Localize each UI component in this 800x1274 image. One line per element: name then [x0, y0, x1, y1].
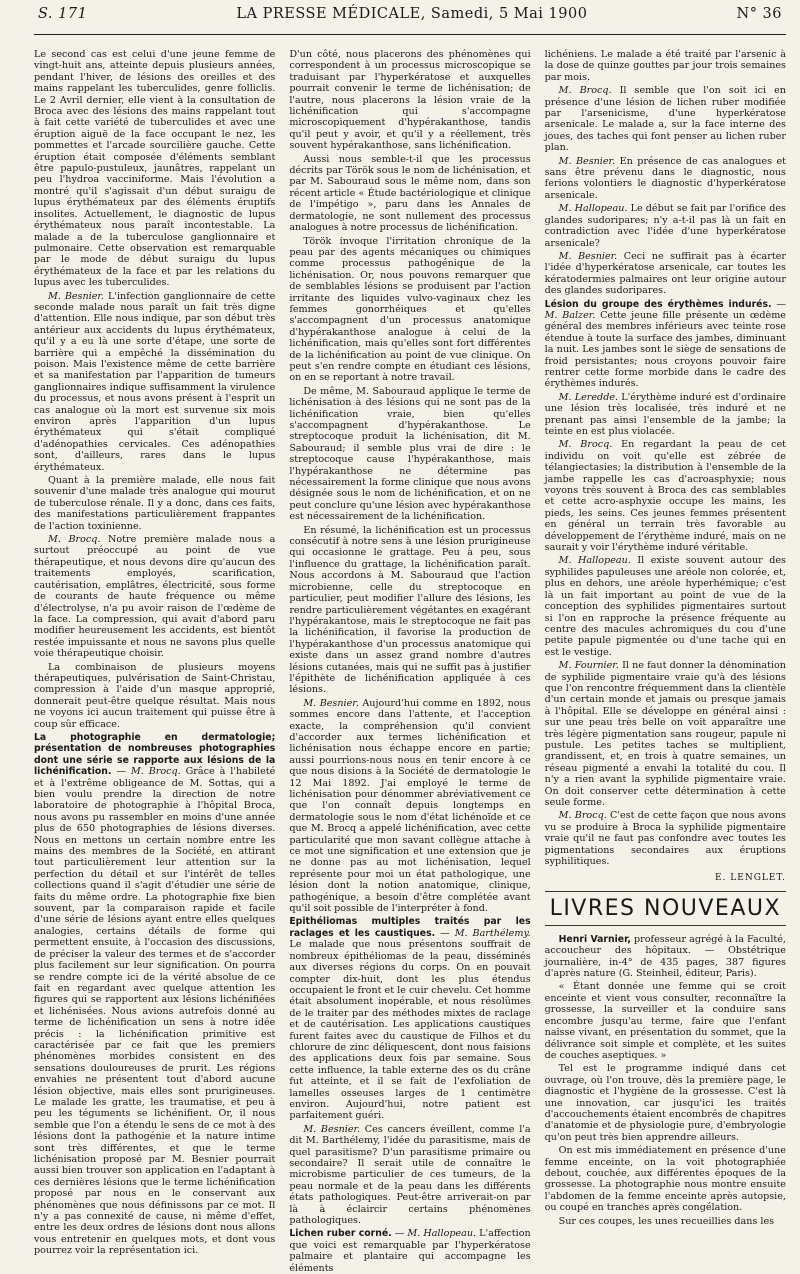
section-heading: Lésion du groupe des érythèmes indurés. — [544, 298, 772, 310]
paragraph-text: Le début se fait par l'orifice des glandes sudoripares; n'y a-t-il pas là un fait en contradiction avec l'idée d'une hyperkératose arsenicale? — [544, 203, 786, 249]
paragraph-text: Le malade que nous présentons souffrait de nombreux épithéliomas de la peau, disséminés aux diverses régions du corps. On en pouvait compter dix-huit, dont les plus étendus occupaient le front et le cuir chevelu. Cet homme était absolument inopérable, et nous résolûmes de le traiter par des méthodes mixtes de raclage et de cautérisation. Les applications caustiques furent faites avec du caustique de Filhos et du chlorure de zinc déliquescent, dont nous faisions des applications deux fois par semaine. Sous cette influence, la table externe des os du crâne fut atteinte, et il se fait de l'exfoliation de lamelles osseuses larges de 1 centimètre environ. Aujourd'hui, notre patient est parfaitement guéri. — [289, 939, 531, 1122]
paragraph-text: Grâce à l'habileté et à l'extrême obligeance de M. Sottas, qui a bien voulu prendre la direction de notre laboratoire de photographie à l'hôpital Broca, nous avons pu rassembler en moins d'une année plus de 650 photographies de lésions diverses. Nous en mettons un certain nombre entre les mains des membres de la Société, en attirant tout particulièrement leur attention sur la perfection du détail et sur l'intérêt de telles collections quand il s'agit d'étudier une série de faits du même ordre. La photographie fixe bien souvent, par la comparaison rapide et facile d'une série de lésions ayant entre elles quelques analogies, certains détails de forme qui permettent ensuite, à l'occasion des discussions, de préciser la valeur des termes et de s'accorder plus facilement sur leur signification. On pourra se rendre compte ici de la vérité absolue de ce fait en regardant avec quelque attention les figures qui se rapportent aux lésions lichénifiées et lichénisées. Nous avions autrefois donné au terme de lichénification un sens à notre idée précis : la lichénification primitive est caractérisée par ce fait que les premiers phénomènes morbides consistent en des sensations douloureuses de prurit. Les régions envahies ne présentent tout d'abord aucune lésion objective, mais elles sont prurigineuses. Le malade les gratte, les traumatise, et peu à peu les téguments se lichénifient. Or, il nous semble que l'on a étendu le sens de ce mot à des lésions dont la pathogénie et la nature intime sont très différentes, et que le terme lichénisation proposé par M. Besnier pourrait aussi bien trouver son application en l'adaptant à ces dernières lésions que le terme lichénification proposé par nous en le conservant aux phénomènes que nous définissons par ce mot. Il n'y a pas connexité de cause, ni même d'effet, entre les deux ordres de lésions dont nous allons vous entretenir en quelques mots, et dont vous pourrez voir la représentation ici. — [34, 766, 276, 1257]
speaker-name: — M. Brocq. — [111, 766, 181, 778]
paragraph-text: Il semble que l'on soit ici en présence d'une lésion de lichen ruber modifiée par l'arsenicisme, d'une hyperkératose arsenicale. Le malade a, sur la face interne des joues, des taches qui font penser au lichen ruber plan. — [544, 85, 786, 154]
paragraph-text: Notre première malade nous a surtout préoccupé au point de vue thérapeutique, et nous devons dire qu'aucun des traitements employés, scarification, cautérisation, emplâtres, électricité, sous forme de courants de haute fréquence ou même d'électrolyse, n'a pu avoir raison de l'œdème de la face. La compression, qui avait d'abord paru modifier heureusement les accidents, est bientôt restée impuissante et nous ne savons plus quelle voie thérapeutique choisir. — [34, 534, 276, 660]
paragraph-text: En regardant la peau de cet individu on voit qu'elle est zébrée de télangiectasies; la distribution à l'ensemble de la jambe rappelle les cas d'acroasphyxie; nous voyons très souvent à Broca des cas semblables et cette acro-asphyxie occupe les mains, les pieds, les seins. Ces jeunes femmes présentent en général un terrain très favorable au développement de l'érythème induré, mais on ne saurait y voir l'érythème induré véritable. — [544, 439, 786, 554]
speaker-name: M. Besnier. — [558, 250, 618, 262]
paragraph — [34, 475, 275, 532]
paragraph-text: C'est de cette façon que nous avons vu se produire à Broca la syphilide pigmentaire vraie qu'il ne faut pas confondre avec toutes les pigmentations secondaires aux éruptions syphilitiques. — [544, 810, 786, 868]
paragraph — [545, 156, 786, 202]
issue-number: N° 36 — [736, 6, 782, 22]
paragraph-text: « Étant donnée une femme qui se croit enceinte et vient vous consulter, reconnaître la grossesse, la surveiller et la conduire sans encombre jusqu'au terme, faire que l'enfant naisse vivant, en présentation du sommet, que la délivrance soit simple et complète, et les suites de couches aseptiques. » — [544, 981, 786, 1061]
paragraph-text: lichéniens. Le malade a été traité par l'arsenic à la dose de quinze gouttes par jour trois semaines par mois. — [544, 49, 786, 83]
paragraph-text: professeur agrégé à la Faculté, accoucheur des hôpitaux. — Obstétrique journalière, in-4° de 435 pages, 387 figures d'après nature (G. Steinheil, éditeur, Paris). — [544, 933, 786, 980]
paragraph-text: L'affection que voici est remarquable par l'hyperkératose palmaire et plantaire qui accompagne les éléments — [289, 1228, 531, 1274]
speaker-name: M. Besnier. — [303, 697, 359, 709]
columns — [34, 49, 786, 1274]
speaker-name: M. Besnier. — [558, 155, 616, 167]
paragraph-text: En présence de cas analogues et sans être prévenu dans le diagnostic, nous ferions volontiers le diagnostic d'hyperkératose arsenicale. — [544, 155, 786, 201]
column-3 — [544, 49, 786, 1227]
paragraph-text: Ces cancers éveillent, comme l'a dit M. Barthélemy, l'idée du parasitisme, mais de quel parasitisme? D'un parasitisme primaire ou secondaire? Il serait utile de connaître le microbisme particulier de ces tumeurs, de la peau normale et de la peau dans les différents états pathologiques. Peut-être arriverait-on par là à éclaircir certains phénomènes pathologiques. — [289, 1123, 531, 1227]
paragraph-text: On est mis immédiatement en présence d'une femme enceinte, on la voit photographiée debout, couchée, aux différentes époques de la grossesse. La photographie nous montre ensuite l'abdomen de la femme enceinte après autopsie, ou coupé en tranches après congélation. — [544, 1145, 786, 1214]
speaker-name: M. Brocq. — [558, 85, 612, 97]
paragraph-text: De même, M. Sabouraud applique le terme de lichénisation à des lésions qui ne sont pas de la lichénification vraie, bien qu'elles s'accompagnent d'hypérakanthose. Le streptocoque produit la lichénisation, dit M. Sabouraud; il semble plus vrai de dire : le streptocoque cause l'hypérakanthose, mais l'hypérakanthose ne détermine pas nécessairement la forme clinique que nous avons désignée sous le nom de lichénification, et on ne peut conclure qu'une lésion avec hypérakanthose est nécessairement de la lichénification. — [289, 385, 531, 523]
section-title-livres-nouveaux: LIVRES NOUVEAUX — [549, 895, 782, 921]
journal-title: LA PRESSE MÉDICALE, Samedi, 5 Mai 1900 — [236, 6, 588, 22]
speaker-name: — M. Hallopeau. — [391, 1228, 477, 1240]
section-divider — [545, 891, 786, 892]
page-header — [34, 6, 786, 35]
paragraph — [545, 981, 786, 1061]
paragraph — [289, 1124, 530, 1227]
paragraph-text: Sur ces coupes, les unes recueillies dans les — [558, 1215, 775, 1227]
speaker-name: — M. Balzer. — [544, 298, 786, 321]
paragraph — [545, 934, 786, 980]
section-heading: Epithéliomas multiples traités par les raclages et les caustiques. — [289, 916, 531, 939]
paragraph-text: Le second cas est celui d'une jeune femme de vingt-huit ans, atteinte depuis plusieurs années, pendant l'hiver, de lésions des oreilles et des mains rappelant les tuberculides, genre folliclis. Le 2 Avril dernier, elle vient à la consultation de Broca avec des lésions des mains rappelant tout à fait cette variété de tuberculides et avec une éruption aiguë de la face occupant le nez, les pommettes et l'arcade sourcilière gauche. Cette éruption était composée d'éléments semblant être papulo-pustuleux, jaunâtres, rappelant un peu l'hydroa vacciniforme. Mais l'évolution a montré qu'il s'agissait d'un début suraigu de lupus érythémateux par des éléments éruptifs insolites. Actuellement, le diagnostic de lupus érythémateux nous paraît incontestable. La malade a de la tuberculose ganglionnaire et pulmonaire. Cette observation est remarquable par le mode de début suraigu du lupus érythémateux de la face et par les relations du lupus avec les tuberculides. — [34, 49, 276, 289]
paragraph-text: D'un côté, nous placerons des phénomènes qui correspondent à un processus microscopique se traduisant par l'hyperkératose et auxquelles pourrait convenir le terme de lichénisation; de l'autre, nous placerons la lésion vraie de la lichénification qui s'accompagne microscopiquement d'hypérakanthose, tandis qu'il peut y avoir, et qu'il y a réellement, très souvent hypérakanthose, sans lichénification. — [289, 49, 531, 152]
paragraph — [545, 299, 786, 390]
speaker-name: M. Brocq. — [558, 810, 607, 822]
paragraph — [34, 49, 275, 289]
speaker-name: M. Fournier. — [558, 660, 619, 672]
paragraph-text: Quant à la première malade, elle nous fait souvenir d'une malade très analogue qui mourut de tuberculose rénale. Il y a donc, dans ces faits, des manifestations particulièrement frappantes de l'action toxinienne. — [34, 475, 276, 532]
paragraph — [545, 1216, 786, 1227]
paragraph — [289, 386, 530, 523]
author-signature: E. LENGLET. — [714, 873, 786, 884]
speaker-name: M. Besnier. — [303, 1123, 361, 1135]
paragraph — [34, 662, 275, 730]
paragraph-text: L'infection ganglionnaire de cette seconde malade nous paraît un fait très digne d'attention. Elle nous indique, par son début très antérieur aux accidents du lupus érythémateux, qu'il y a eu là une sorte d'étape, une sorte de barrière qui a empêché la dissémination du poison. Mais l'existence même de cette barrière et sa manifestation par l'apparition de tumeurs ganglionnaires indique suffisamment la virulence du processus, et nous avons présent à l'esprit un cas analogue où la mort est survenue six mois environ après l'apparition d'un lupus érythémateux qui s'était compliqué d'adénopathies cervicales. Ces adénopathies sont, d'ailleurs, rares dans le lupus érythémateux. — [34, 290, 276, 473]
page-number: S. 171 — [38, 6, 88, 22]
paragraph-text: La combinaison de plusieurs moyens thérapeutiques, pulvérisation de Saint-Christau, compression à l'aide d'un masque approprié, donnerait peut-être quelque résultat. Mais nous ne voyons ici aucun traitement qui puisse être à coup sûr efficace. — [34, 661, 276, 730]
section-divider — [545, 925, 786, 926]
section-heading: La photographie en dermatologie; présentation de nombreuses photographies dont une série se rapporte aux lésions de la lichénification. — [34, 731, 276, 778]
speaker-name: — M. Barthélemy. — [435, 927, 531, 939]
paragraph — [289, 525, 530, 696]
paragraph — [545, 1063, 786, 1143]
section-heading: Lichen ruber corné. — [289, 1228, 392, 1240]
paragraph — [289, 236, 530, 384]
paragraph-text: Ceci ne suffirait pas à écarter l'idée d'hyperkératose arsenicale, car toutes les kératodermies palmaires ont leur origine autour des glandes sudoripares. — [544, 250, 786, 297]
paragraph — [545, 660, 786, 808]
speaker-name: M. Besnier. — [48, 290, 104, 302]
paragraph-text: Il existe souvent autour des syphilides papuleuses une aréole non colorée, et, plus en dehors, une aréole hyperhémique; c'est là un fait important au point de vue de la conception des syphilides pigmentaires surtout si l'on en rapproche la présence fréquente au centre des macules achromiques du cou d'une petite papule pigmentée ou d'une tache qui en est le vestige. — [544, 555, 786, 658]
paragraph — [545, 439, 786, 553]
paragraph-text: Cette jeune fille présente un œdème général des membres inférieurs avec teinte rose étendue à toute la surface des jambes, diminuant la nuit. Les jambes sont le siège de sensations de froid persistantes; nous croyons pouvoir faire rentrer cette forme morbide dans le cadre des érythèmes indurés. — [544, 309, 786, 390]
paragraph — [289, 1228, 530, 1274]
paragraph — [289, 916, 530, 1121]
paragraph — [545, 85, 786, 153]
paragraph — [289, 698, 530, 915]
paragraph-text: Aujourd'hui comme en 1892, nous sommes encore dans l'attente, et l'acception exacte, la compréhension qu'il convient d'accorder aux termes lichénification et lichénisation nous échappe encore en partie; aussi pourrions-nous nous en tenir encore à ce que nous disions à la Société de dermatologie le 12 Mai 1892. J'ai employé le terme de lichénisation pour dénommer abréviativement ce que l'on connaît depuis longtemps en dermatologie sous le nom d'état lichénoïde et ce que M. Brocq a appelé lichénification, avec cette particularité que mon savant collègue attache à ce mot une signification et une extension que je ne donne pas au mot lichénisation, lequel représente pour moi un état pathologique, une lésion dont la notion anatomique, clinique, pathogénique, a besoin d'être complétée avant qu'il soit possible de l'interpréter à fond. — [289, 697, 531, 915]
paragraph-text: L'érythème induré est d'ordinaire une lésion très localisée, très induré et ne prenant pas ainsi l'ensemble de la jambe; la teinte en est plus violacée. — [544, 391, 786, 437]
speaker-name: M. Brocq. — [558, 439, 613, 451]
column-2 — [289, 49, 531, 1274]
paragraph-text: Aussi nous semble-t-il que les processus décrits par Török sous le nom de lichénisation, et par M. Sabouraud sous le même nom, dans son récent article « Étude bactériologique et clinique de l'impétigo », paru dans les Annales de dermatologie, ne sont nullement des processus analogues à notre processus de lichénification. — [289, 153, 531, 234]
paragraph-text: Török invoque l'irritation chronique de la peau par des agents mécaniques ou chimiques comme processus pathogénique de la lichénisation. Or, nous pouvons remarquer que de semblables lésions se produisent par l'action irritante des liquides vulvo-vaginaux chez les femmes gonorrhéiques et qu'elles s'accompagnent d'un processus anatomique d'hypérakanthose analogue à celui de la lichénification, mais qu'elles sont fort différentes de la lichénification au point de vue clinique. On peut s'en rendre compte en étudiant ces lésions, on en se reportant à notre travail. — [289, 235, 531, 384]
paragraph — [289, 49, 530, 152]
paragraph — [34, 732, 275, 1257]
column-1 — [34, 49, 276, 1257]
paragraph-text: En résumé, la lichénification est un processus consécutif à notre sens à une lésion prurigineuse qui occasionne le grattage. Peu à peu, sous l'influence du grattage, la lichénification paraît. Nous accordons à M. Sabouraud que l'action microbienne, celle du streptocoque en particulier, peut modifier l'allure des lésions, les rendre particulièrement végétantes en exagérant l'hypérakantose, mais le streptocoque ne fait pas la lichénification, il favorise la production de l'hypérakanthose d'un processus anatomique qui existe dans un assez grand nombre d'autres lésions cutanées, mais qui ne suffit pas à justifier l'épithète de lichénification appliquée à ces lésions. — [289, 524, 531, 696]
paragraph — [545, 392, 786, 438]
paragraph — [289, 154, 530, 234]
speaker-name: M. Hallopeau. — [558, 555, 631, 567]
speaker-name: M. Hallopeau. — [558, 203, 628, 215]
speaker-name: M. Leredde. — [558, 391, 619, 403]
speaker-name: M. Brocq. — [48, 534, 101, 546]
paragraph — [34, 534, 275, 659]
paragraph — [545, 49, 786, 83]
paragraph-text: Tel est le programme indiqué dans cet ouvrage, où l'on trouve, dès la première page, le diagnostic et l'hygiène de la grossesse. C'est là une innovation, car jusqu'ici les traités d'accouchements étaient encombrés de chapitres d'anatomie et de physiologie pure, d'embryologie qu'on peut très bien apprendre ailleurs. — [544, 1063, 786, 1143]
paragraph — [34, 291, 275, 474]
paragraph — [545, 251, 786, 297]
section-heading: Henri Varnier, — [558, 933, 631, 945]
paragraph — [545, 1145, 786, 1213]
paragraph — [545, 810, 786, 867]
paragraph — [545, 555, 786, 658]
paragraph-text: Il ne faut donner la dénomination de syphilide pigmentaire vraie qu'à des lésions que l'on rencontre fréquemment dans la clientèle d'un certain monde et jamais ou presque jamais à l'hôpital. Elle se développe en général ainsi : sur une peau très belle on voit apparaître une très légère pigmentation sans rougeur, papule ni pustule. Les petites taches se multiplient, grandissent, et, en trois à quatre semaines, un réseau pigmenté a envahi la totalité du cou. Il n'y a rien avant la syphilide pigmentaire vraie. On doit conserver cette détermination à cette seule forme. — [544, 660, 786, 808]
paragraph — [545, 203, 786, 249]
